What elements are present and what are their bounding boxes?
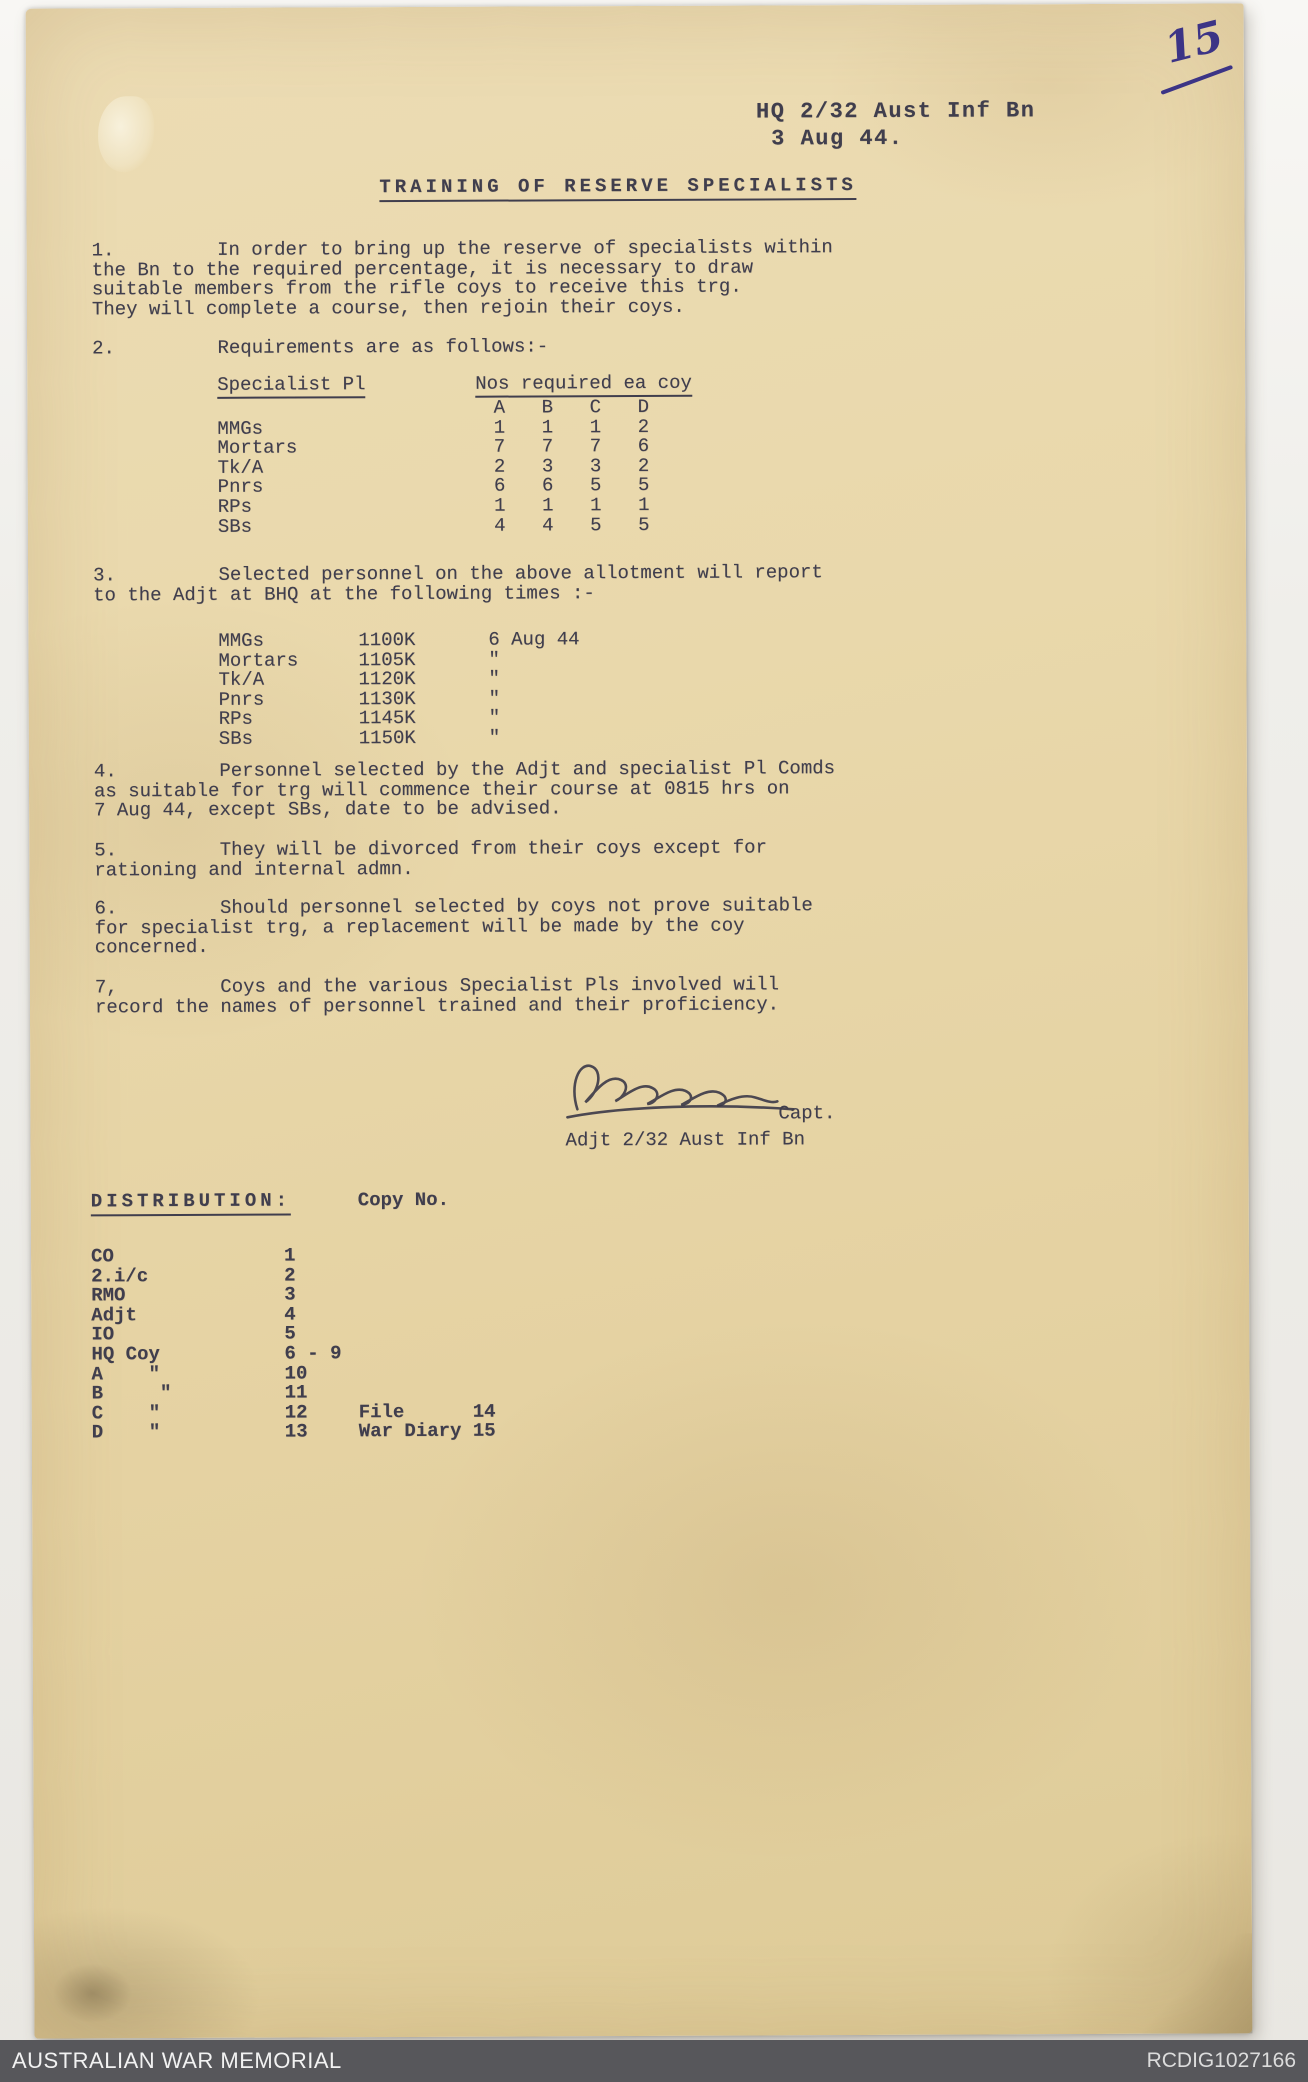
dist-extra: War Diary 15 — [358, 1419, 496, 1443]
req-col-a: A — [493, 396, 506, 419]
paragraph-4: 4. Personnel selected by the Adjt and specialist Pl Comds as suitable for trg will commence their course at 0815 hrs on 7 Aug 44, except SBs, date to be advised. — [93, 757, 836, 822]
req-cell: 1 — [589, 494, 602, 517]
req-row-name: RPs — [217, 495, 253, 518]
req-col-b: B — [541, 396, 554, 419]
req-cell: 1 — [493, 416, 506, 439]
req-cell: 4 — [542, 513, 554, 536]
req-cell: 2 — [493, 455, 506, 478]
dist-copy: 10 — [284, 1362, 308, 1385]
dist-to: IO — [91, 1323, 115, 1346]
dist-extra — [358, 1304, 618, 1325]
footer-record-id: RCDIG1027166 — [1146, 2049, 1296, 2072]
paragraph-5: 5. They will be divorced from their coys except for rationing and internal admn. — [94, 836, 768, 881]
dist-copy: 11 — [284, 1381, 308, 1404]
dist-to: CO — [90, 1245, 114, 1268]
time-row-name: Pnrs — [218, 688, 265, 711]
req-cell: 3 — [589, 454, 602, 477]
req-col-d: D — [637, 395, 650, 419]
dist-extra — [358, 1343, 618, 1364]
time-row-name: Mortars — [218, 649, 299, 672]
paragraph-1: 1. In order to bring up the reserve of specialists within the Bn to the required percentage, it is necessary to draw suitable members from the rifle coys to receive this trg. They will complete a course, then rejoin their coys. — [91, 236, 833, 321]
signature-rank: Capt. — [778, 1102, 836, 1125]
req-header-nos-required-label: Nos required ea coy — [475, 372, 692, 398]
req-row-name: Pnrs — [217, 476, 264, 499]
req-row-name: MMGs — [217, 417, 264, 440]
bottom-right-fold — [1142, 1933, 1252, 2033]
time-row-name: MMGs — [218, 629, 264, 652]
bottom-left-stain — [52, 1963, 132, 2023]
dist-extra — [358, 1363, 618, 1384]
req-subhead-spacer — [217, 399, 475, 420]
torn-corner — [98, 96, 154, 172]
time-cell: 1120K — [358, 668, 416, 691]
req-cell: 7 — [589, 435, 602, 458]
ditto-mark: " — [488, 667, 500, 690]
dist-copy: 5 — [284, 1322, 296, 1345]
req-cell: 1 — [589, 415, 602, 438]
dist-to: A " — [91, 1362, 161, 1385]
document-title: TRAINING OF RESERVE SPECIALISTS — [379, 176, 857, 202]
dist-copy: 2 — [284, 1264, 296, 1287]
unit-heading: HQ 2/32 Aust Inf Bn — [755, 98, 1036, 125]
time-row-name: SBs — [218, 727, 254, 750]
distribution-heading: DISTRIBUTION: — [91, 1192, 291, 1216]
distribution-list — [91, 1245, 619, 1443]
dist-extra — [358, 1245, 618, 1266]
ditto-mark: " — [488, 648, 500, 671]
copy-no-label: Copy No. — [357, 1188, 450, 1212]
dist-copy: 12 — [284, 1401, 308, 1424]
req-cell: 2 — [637, 415, 650, 438]
handwritten-15: 15 — [1159, 10, 1229, 73]
time-row-name: Tk/A — [218, 668, 265, 692]
signature-title-line: Adjt 2/32 Aust Inf Bn — [565, 1128, 806, 1152]
req-cell: 2 — [637, 454, 650, 477]
time-row-name: RPs — [218, 708, 253, 731]
paragraph-7: 7, Coys and the various Specialist Pls involved will record the names of personnel trained and their proficiency. — [94, 973, 780, 1018]
dist-copy: 13 — [284, 1420, 308, 1443]
dist-copy: 6 - 9 — [284, 1342, 342, 1365]
req-cell: 6 — [541, 474, 554, 497]
ditto-mark: " — [488, 726, 501, 749]
req-cell: 3 — [541, 455, 554, 478]
req-row-name: Mortars — [217, 436, 298, 460]
paragraph-6: 6. Should personnel selected by coys not prove suitable for specialist trg, a replacement will be made by the coy concerned. — [94, 894, 813, 959]
req-cell: 6 — [493, 474, 506, 498]
req-row-name: Tk/A — [217, 456, 264, 479]
date-heading: 3 Aug 44. — [771, 125, 904, 152]
req-cell: 1 — [541, 494, 554, 517]
req-cell: 1 — [541, 415, 554, 439]
req-cell: 5 — [589, 474, 602, 497]
dist-extra — [358, 1265, 618, 1286]
req-header-specialist-pl — [217, 375, 475, 400]
dist-copy: 1 — [283, 1244, 296, 1267]
time-cell: 1130K — [358, 687, 416, 711]
req-header-specialist-pl-label: Specialist Pl — [217, 373, 365, 399]
req-col-c: C — [589, 396, 602, 419]
req-cell: 1 — [637, 493, 650, 516]
report-times-table — [218, 630, 609, 749]
time-cell: 1145K — [358, 707, 416, 730]
dist-to: Adjt — [91, 1303, 137, 1327]
req-cell: 7 — [541, 435, 554, 458]
requirements-table — [217, 371, 692, 538]
req-cell: 4 — [494, 514, 506, 537]
req-cell: 5 — [590, 513, 602, 536]
dist-extra — [358, 1284, 618, 1305]
req-row-name: SBs — [217, 515, 253, 538]
dist-copy: 4 — [284, 1303, 296, 1326]
ditto-mark: " — [488, 706, 501, 730]
time-cell: 1150K — [358, 726, 416, 750]
req-cell: 1 — [493, 494, 506, 517]
dist-to: HQ Coy — [91, 1343, 160, 1366]
dist-to: C " — [91, 1401, 161, 1425]
dist-to: RMO — [91, 1284, 126, 1307]
date-cell: 6 Aug 44 — [488, 628, 580, 651]
req-cell: 7 — [493, 435, 506, 458]
paragraph-3: 3. Selected personnel on the above allotment will report to the Adjt at BHQ at the following times :- — [93, 561, 823, 606]
footer-bar — [0, 2040, 1308, 2082]
paper-sheet — [26, 3, 1253, 2038]
dist-extra: File 14 — [358, 1400, 496, 1423]
time-cell: 1100K — [358, 628, 416, 652]
time-cell: 1105K — [358, 648, 416, 671]
handwritten-copy-number — [1147, 10, 1252, 109]
dist-extra — [358, 1323, 618, 1344]
req-cell: 5 — [638, 513, 650, 536]
footer-institution-label: AUSTRALIAN WAR MEMORIAL — [12, 2048, 342, 2073]
dist-to: D " — [91, 1421, 161, 1444]
ditto-mark: " — [488, 687, 501, 710]
dist-to: 2.i/c — [91, 1264, 149, 1287]
req-header-nos-required — [475, 371, 692, 399]
req-cell: 6 — [637, 435, 650, 458]
dist-to: B " — [91, 1382, 172, 1405]
req-cell: 5 — [637, 474, 650, 497]
paragraph-2: 2. Requirements are as follows:- — [92, 335, 549, 360]
signature-scrawl — [555, 1053, 805, 1134]
dist-copy: 3 — [284, 1283, 296, 1306]
